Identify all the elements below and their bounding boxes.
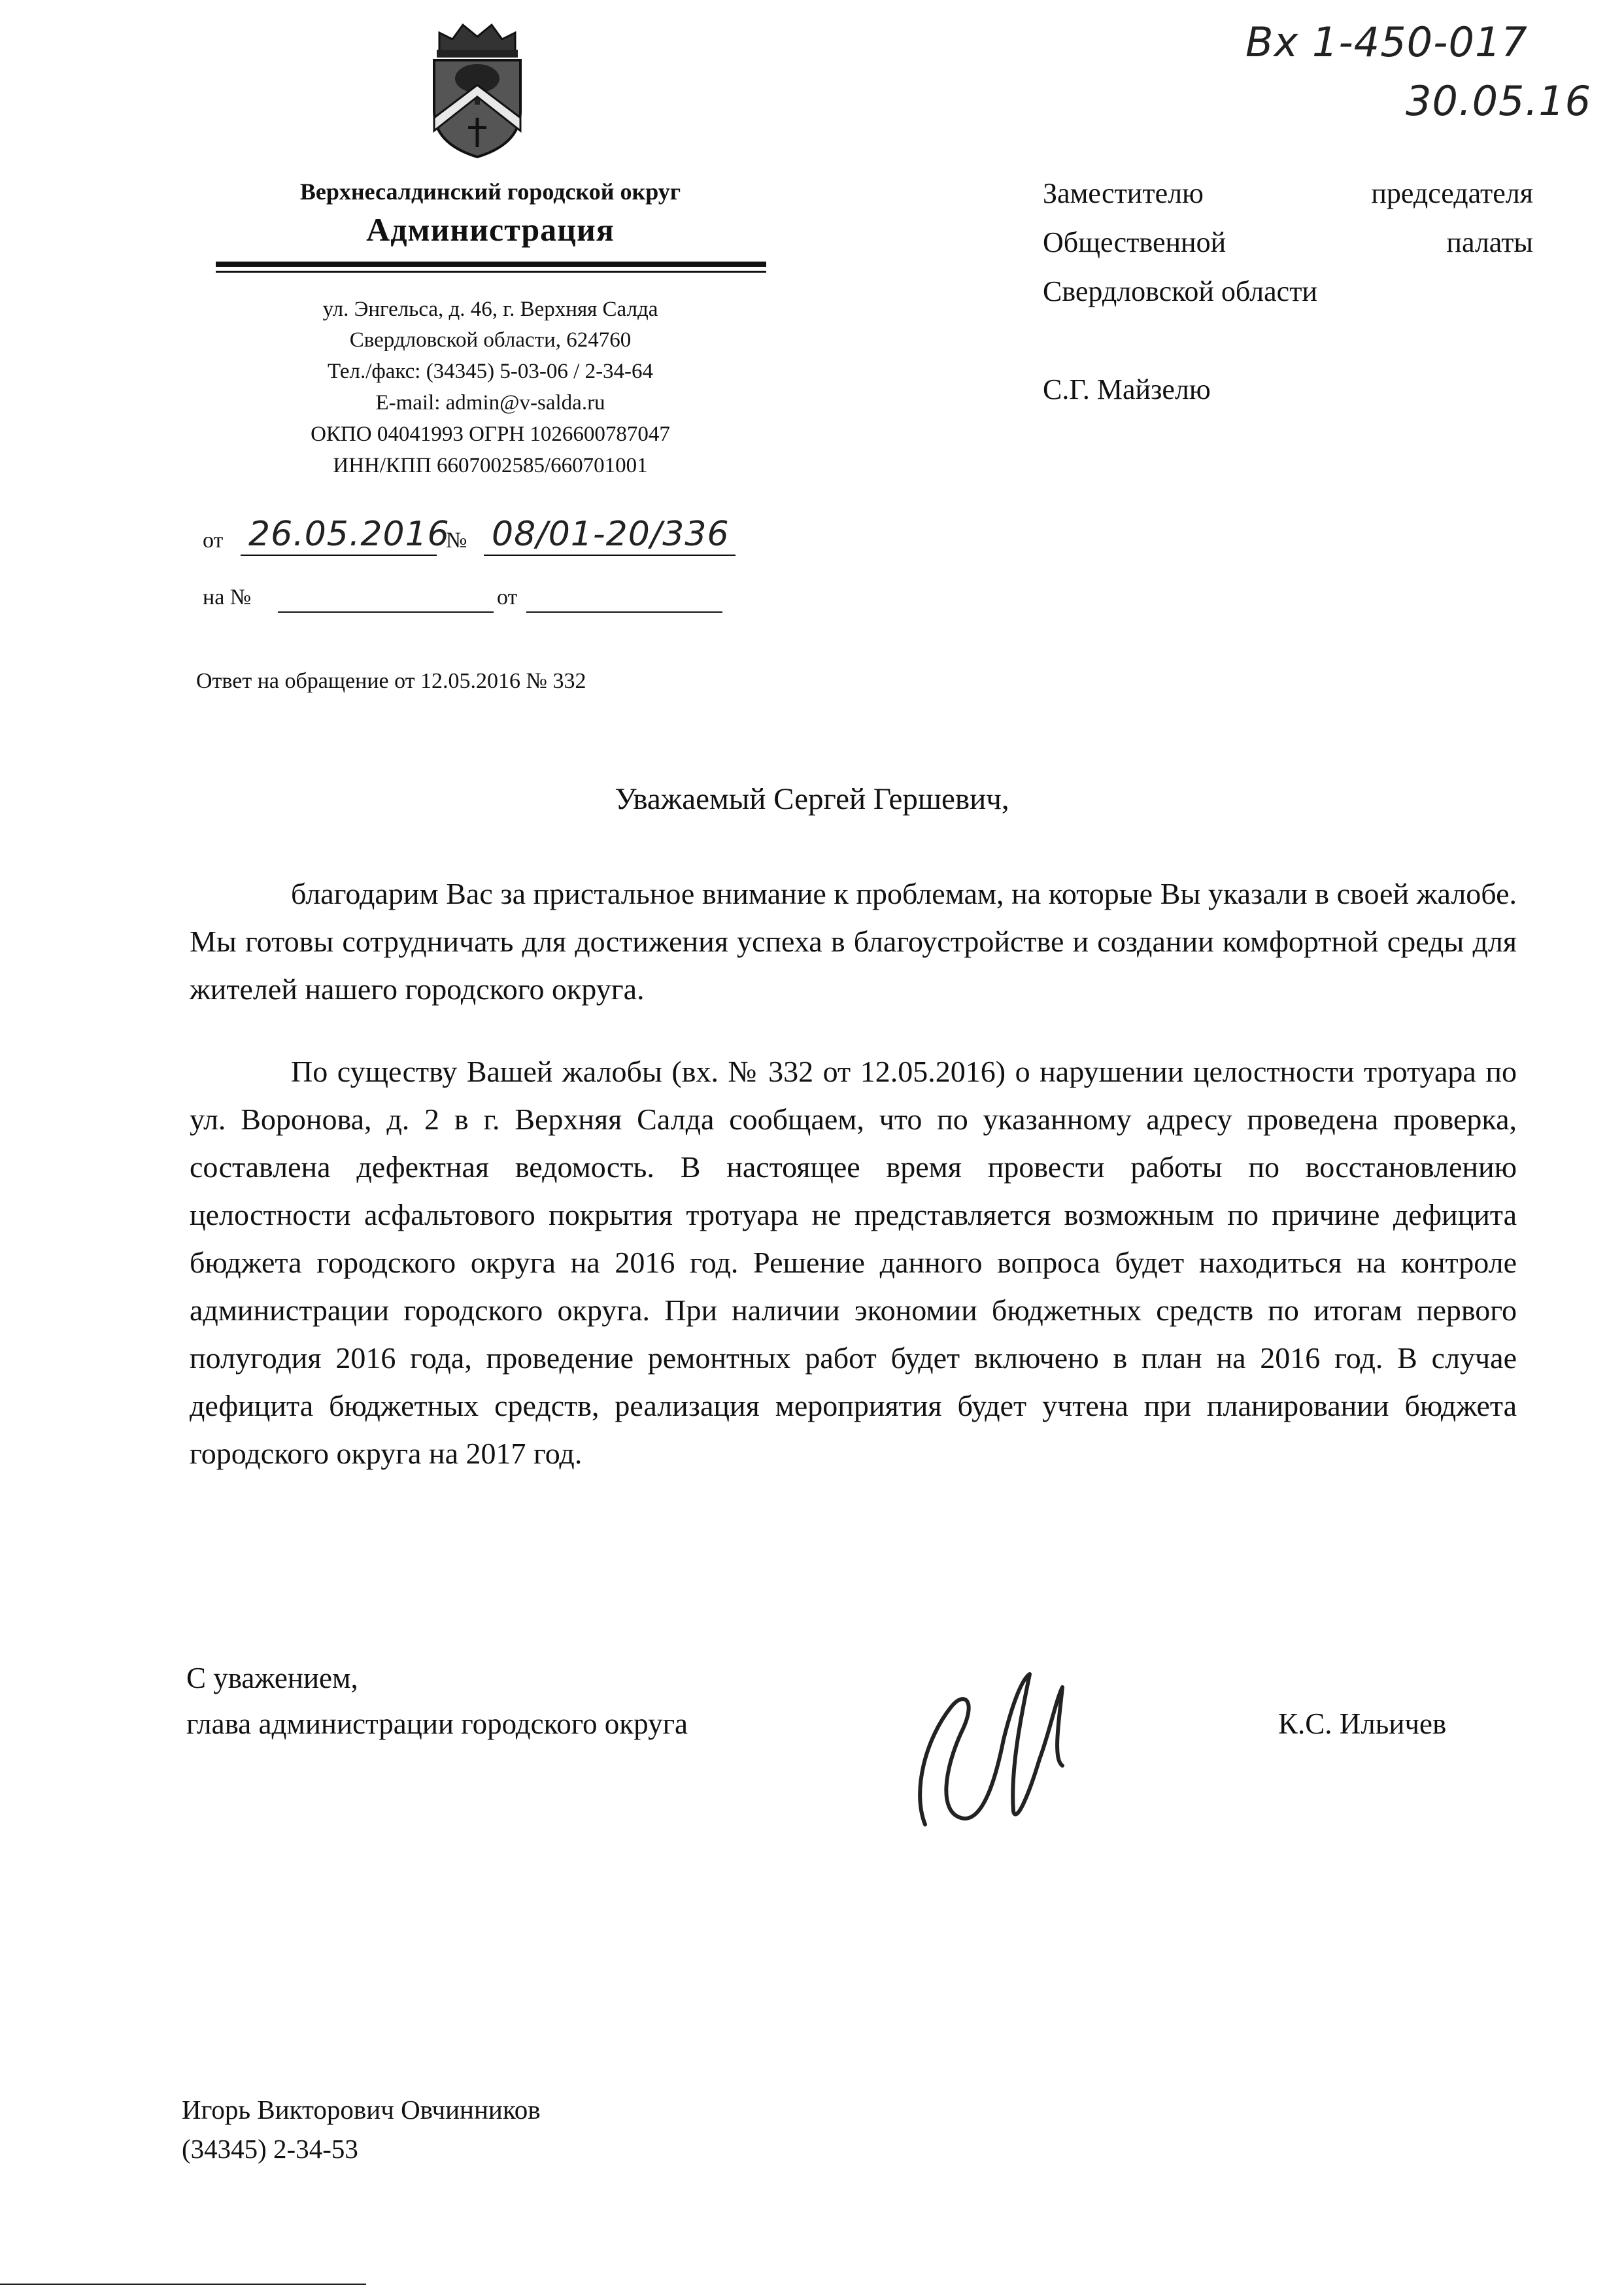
salutation: Уважаемый Сергей Гершевич, [615,782,1009,816]
recipient-line-1 [1043,177,1533,210]
incoming-number-handwritten: Вх 1-450-017 [1245,18,1528,66]
signer-name: К.С. Ильичев [1278,1707,1447,1740]
incoming-date-handwritten: 30.05.16 [1406,77,1592,125]
address-line: ОКПО 04041993 ОГРН 1026600787047 [311,422,670,446]
letterhead-rule-thick [216,262,766,267]
executor-name: Игорь Викторович Овчинников [182,2095,541,2125]
reply-to-label: на № [203,585,252,609]
address-line: Свердловской области, 624760 [349,328,632,352]
recipient-line-2-b: палаты [1446,226,1533,258]
closing-regards: С уважением, [186,1662,358,1694]
coat-of-arms-emblem [425,20,530,160]
address-line: Тел./факс: (34345) 5-03-06 / 2-34-64 [327,360,654,383]
reply-from-label: от [497,585,518,609]
department-name: Администрация [366,211,615,248]
recipient-name: С.Г. Майзелю [1043,373,1211,405]
outgoing-date-handwritten: 26.05.2016 [248,515,450,554]
organization-name: Верхнесалдинский городской округ [299,179,681,205]
body-paragraph: благодарим Вас за пристальное внимание к проблемам, на которые Вы указали в своей жалобе. Мы готовы сотрудничать для достижения успеха в благоустройстве и создании комфортной среды для жителей нашего городского округа. [190,877,1517,1006]
outgoing-number-handwritten: 08/01-20/336 [492,515,730,554]
recipient-line-3: Свердловской области [1043,275,1317,307]
recipient-line-1-a: Заместителю [1043,177,1204,209]
body-paragraph: По существу Вашей жалобы (вх. № 332 от 12.05.2016) о нарушении целостности тротуара по ул. Воронова, д. 2 в г. Верхняя Салда сообщаем, что по указанному адресу проведена проверка, составлена дефектная ведомость. В настоящее время провести работы по восстановлению целостности асфальтового покрытия тротуара не представляется возможным по причине дефицита бюджета городского округа на 2016 год. Решение данного вопроса будет находиться на контроле администрации городского округа. При наличии экономии бюджетных средств по итогам первого полугодия 2016 года, проведение ремонтных работ будет включено в план на 2016 год. В случае дефицита бюджетных средств, реализация мероприятия будет учтена при планировании бюджета городского округа на 2017 год. [190,1055,1517,1470]
address-line: ул. Энгельса, д. 46, г. Верхняя Салда [322,298,658,321]
number-label: № [446,528,467,553]
executor-phone: (34345) 2-34-53 [182,2134,358,2164]
number-underline [484,555,736,556]
reply-number-underline [278,611,494,613]
handwritten-signature [899,1661,1115,1831]
bottom-edge-line [0,2284,366,2285]
recipient-line-2-a: Общественной [1043,226,1226,258]
recipient-line-2 [1043,226,1533,259]
recipient-line-1-b: председателя [1371,177,1533,209]
reply-date-underline [526,611,722,613]
address-line: E-mail: admin@v-salda.ru [375,391,605,415]
reference-line: Ответ на обращение от 12.05.2016 № 332 [196,669,586,693]
date-underline [241,555,437,556]
signer-position: глава администрации городского округа [186,1707,688,1740]
from-label: от [203,528,224,553]
address-line: ИНН/КПП 6607002585/660701001 [333,454,648,477]
letterhead-rule-thin [216,271,766,273]
